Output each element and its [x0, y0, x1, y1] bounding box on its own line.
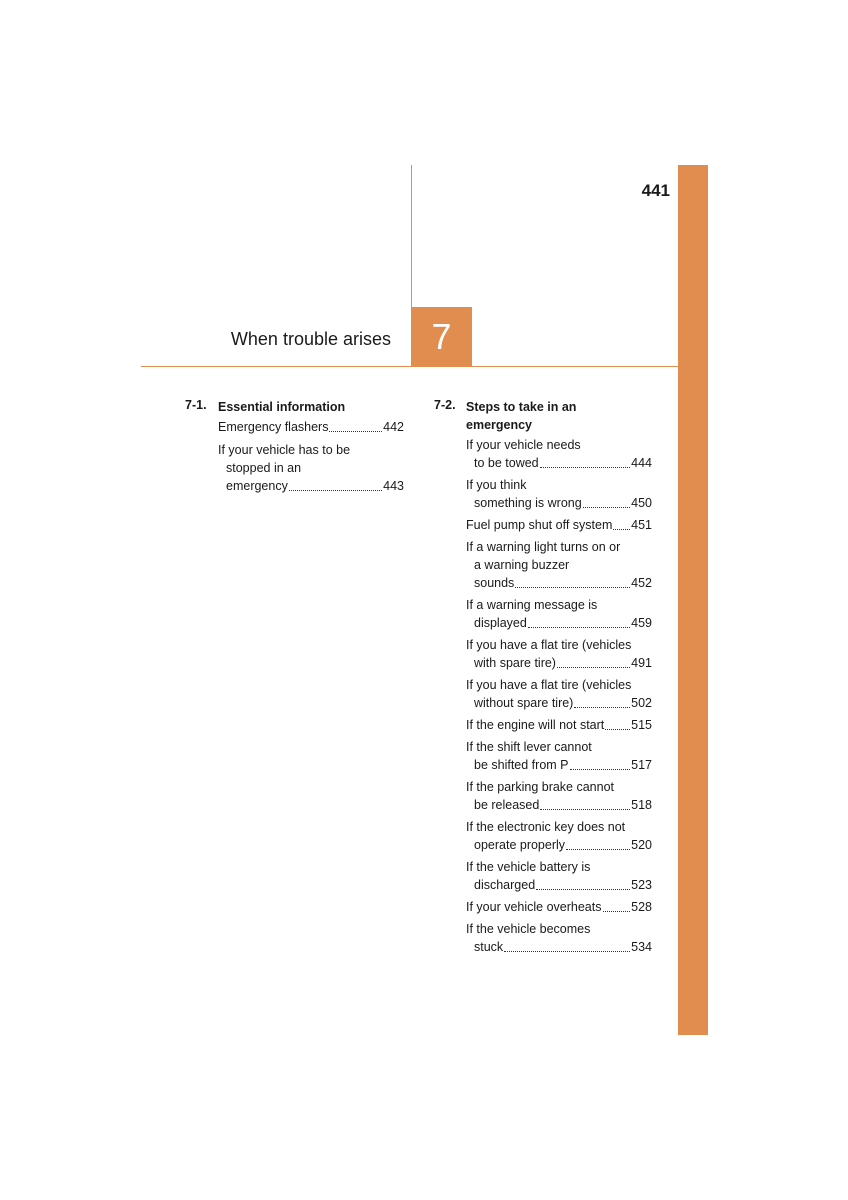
entry-text: displayed — [474, 616, 527, 630]
entry-text: Fuel pump shut off system — [466, 518, 613, 532]
dot-leader — [605, 729, 630, 730]
entry-page: 491 — [631, 656, 652, 670]
entry-text: If the parking brake cannot — [466, 780, 615, 794]
entry-text: If the vehicle battery is — [466, 860, 591, 874]
chapter-number-box: 7 — [411, 307, 472, 367]
entry-text: discharged — [474, 878, 536, 892]
dot-leader — [528, 627, 630, 628]
toc-entry[interactable] — [466, 716, 652, 734]
toc-entry[interactable] — [466, 538, 652, 592]
toc-entry[interactable] — [466, 676, 652, 712]
horizontal-divider — [141, 366, 678, 367]
toc-entry[interactable] — [466, 858, 652, 894]
dot-leader — [504, 951, 630, 952]
entry-page: 520 — [631, 838, 652, 852]
toc-entry[interactable] — [466, 738, 652, 774]
toc-entry[interactable] — [466, 898, 652, 916]
entry-page: 459 — [631, 616, 652, 630]
entry-page: 523 — [631, 878, 652, 892]
entry-text: If a warning message is — [466, 598, 598, 612]
toc-entry[interactable] — [466, 636, 652, 672]
toc-entry[interactable] — [466, 818, 652, 854]
chapter-title: When trouble arises — [230, 329, 391, 349]
entry-text: Emergency flashers — [218, 420, 329, 434]
section-number: 7-2. — [434, 398, 456, 412]
toc-entry[interactable] — [466, 516, 652, 534]
toc-entry[interactable] — [466, 436, 652, 472]
dot-leader — [557, 667, 630, 668]
entry-text: with spare tire) — [474, 656, 556, 670]
dot-leader — [536, 889, 630, 890]
entry-text: something is wrong — [474, 496, 582, 510]
toc-entry[interactable] — [466, 596, 652, 632]
entry-text: If the vehicle becomes — [466, 922, 591, 936]
entry-page: 452 — [631, 576, 652, 590]
dot-leader — [603, 911, 631, 912]
entry-text: If your vehicle has to be — [218, 443, 351, 457]
dot-leader — [566, 849, 630, 850]
entry-text: without spare tire) — [474, 696, 574, 710]
dot-leader — [570, 769, 631, 770]
section-title: Steps to take in an emergency — [466, 400, 577, 432]
entry-page: 502 — [631, 696, 652, 710]
dot-leader — [613, 529, 630, 530]
entry-text: If you have a flat tire (vehicles — [466, 678, 632, 692]
entry-text: If the engine will not start — [466, 718, 605, 732]
entry-page: 517 — [631, 758, 652, 772]
toc-entry[interactable] — [218, 441, 404, 495]
entry-text: If you have a flat tire (vehicles — [466, 638, 632, 652]
entry-text: If your vehicle needs — [466, 438, 581, 452]
entry-text: be shifted from P — [474, 758, 569, 772]
vertical-divider — [411, 165, 412, 307]
entry-page: 534 — [631, 940, 652, 954]
dot-leader — [515, 587, 630, 588]
entry-text: a warning buzzer — [474, 558, 570, 572]
entry-page: 442 — [383, 420, 404, 434]
chapter-tab-bar — [678, 165, 708, 1035]
entry-page: 528 — [631, 900, 652, 914]
entry-text: If you think — [466, 478, 527, 492]
dot-leader — [329, 431, 382, 432]
toc-entry[interactable] — [466, 778, 652, 814]
entry-text: If the electronic key does not — [466, 820, 626, 834]
entry-text: stuck — [474, 940, 504, 954]
toc-entry[interactable] — [466, 476, 652, 512]
entry-text: to be towed — [474, 456, 539, 470]
dot-leader — [583, 507, 630, 508]
toc-entry[interactable] — [218, 418, 404, 436]
toc-entry[interactable] — [466, 920, 652, 956]
entry-text: stopped in an — [226, 461, 302, 475]
entry-page: 518 — [631, 798, 652, 812]
toc-section-7-2 — [434, 398, 654, 968]
entry-text: emergency — [226, 479, 288, 493]
toc-section-7-1 — [185, 398, 405, 508]
page-number: 441 — [641, 181, 670, 200]
entry-text: operate properly — [474, 838, 566, 852]
entry-page: 450 — [631, 496, 652, 510]
dot-leader — [540, 467, 631, 468]
entry-page: 515 — [631, 718, 652, 732]
entry-text: If the shift lever cannot — [466, 740, 592, 754]
entry-text: be released — [474, 798, 540, 812]
entry-text: If your vehicle overheats — [466, 900, 602, 914]
dot-leader — [574, 707, 630, 708]
entry-text: sounds — [474, 576, 515, 590]
entry-page: 444 — [631, 456, 652, 470]
entry-text: If a warning light turns on or — [466, 540, 621, 554]
section-title: Essential information — [218, 400, 346, 414]
dot-leader — [540, 809, 630, 810]
section-number: 7-1. — [185, 398, 207, 412]
entry-page: 451 — [631, 518, 652, 532]
entry-page: 443 — [383, 479, 404, 493]
dot-leader — [289, 490, 382, 491]
